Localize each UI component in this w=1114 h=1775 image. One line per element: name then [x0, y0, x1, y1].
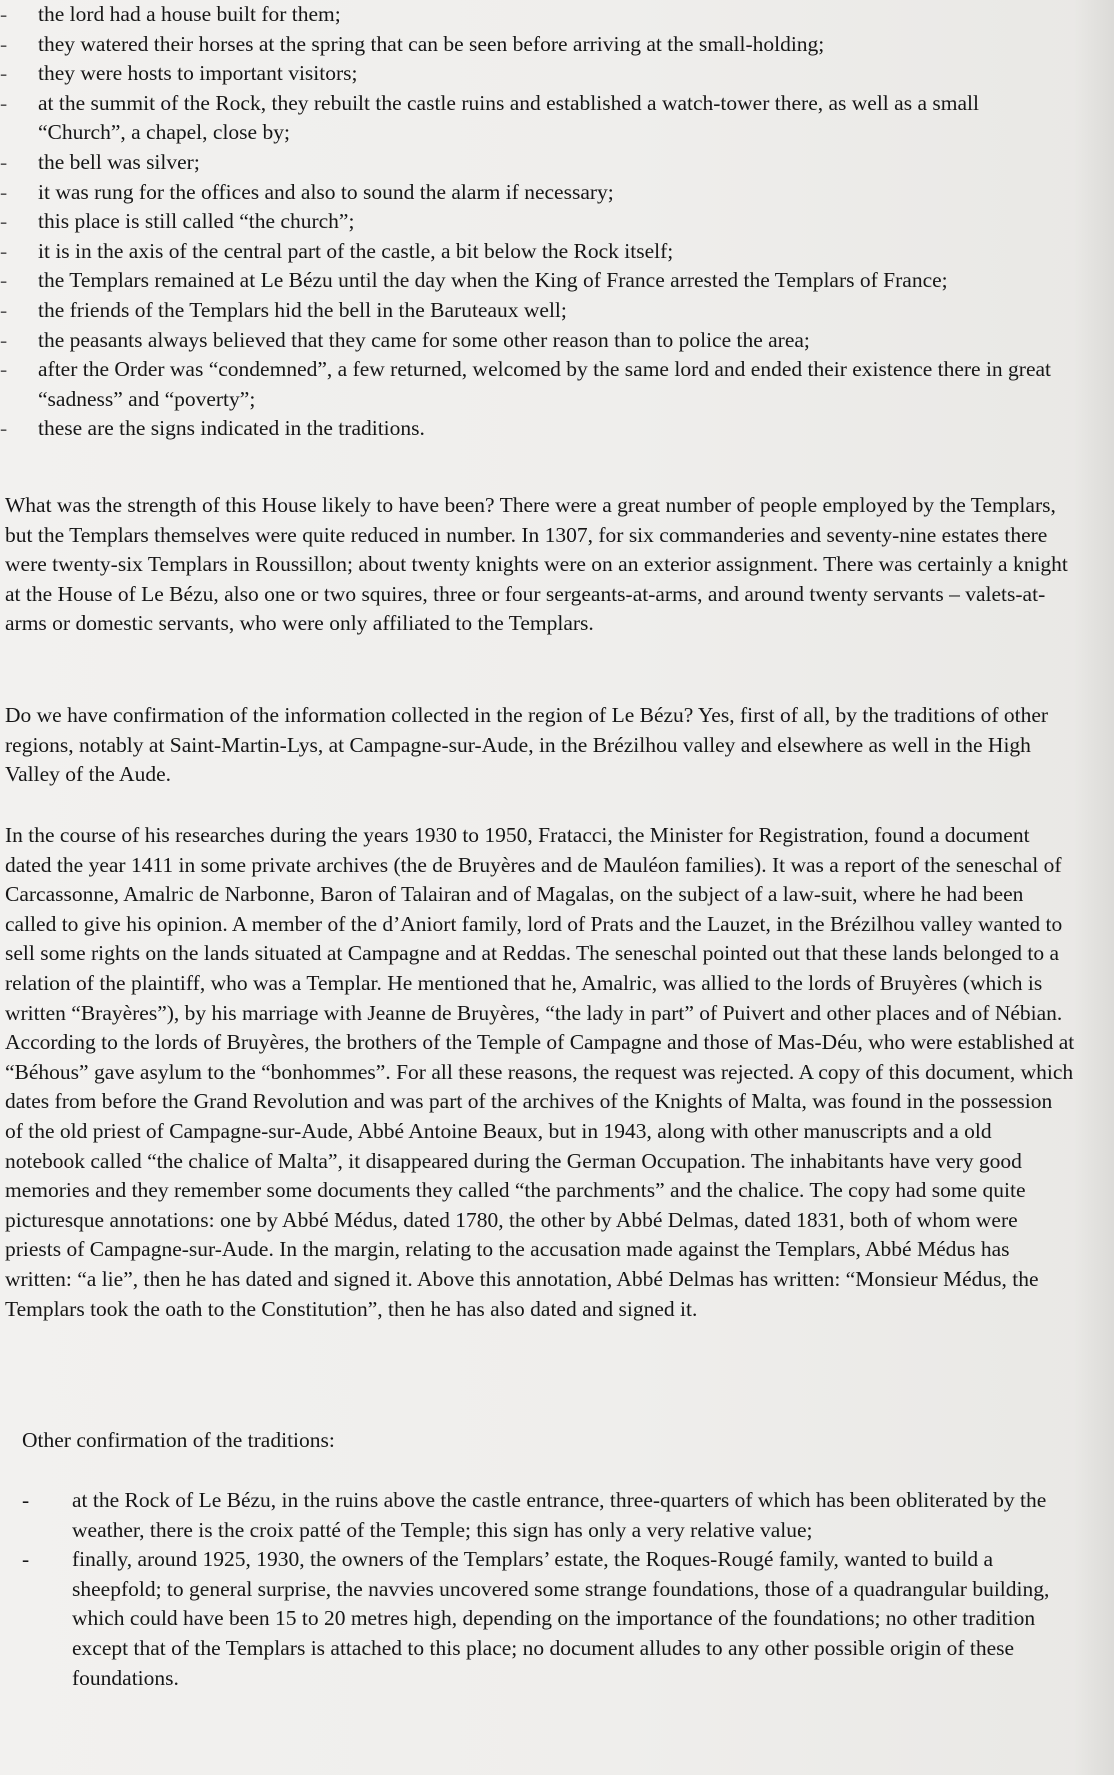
other-confirmation-heading: Other confirmation of the traditions:: [22, 1428, 335, 1452]
list-item-text: the friends of the Templars hid the bell in the Baruteaux well;: [38, 297, 567, 322]
list-item-text: the peasants always believed that they came for some other reason than to police the area;: [38, 327, 810, 352]
bullet-dash: -: [0, 149, 8, 174]
list-item: [0, 296, 1060, 326]
list-item: [0, 148, 1060, 178]
list-item: [0, 89, 1060, 148]
list-item-text: the bell was silver;: [38, 149, 200, 174]
paragraph-house-strength: What was the strength of this House likely to have been? There were a great number of people employed by the Templars, but the Templars themselves were quite reduced in number. In 1307, for six commanderies and seventy-nine estates there were twenty-six Templars in Roussillon; about twenty knights were on an exterior assignment. There was certainly a knight at the House of Le Bézu, also one or two squires, three or four sergeants-at-arms, and around twenty servants – valets-at-arms or domestic servants, who were only affiliated to the Templars.: [5, 493, 1068, 636]
paragraph-fratacci-research: In the course of his researches during the years 1930 to 1950, Fratacci, the Minister for Registration, found a document dated the year 1411 in some private archives (the de Bruyères and de Mauléon families). It was a report of the seneschal of Carcassonne, Amalric de Narbonne, Baron of Talairan and of Magalas, on the subject of a law-suit, where he had been called to give his opinion. A member of the d’Aniort family, lord of Prats and the Lauzet, in the Brézilhou valley wanted to sell some rights on the lands situated at Campagne and at Reddas. The seneschal pointed out that these lands belonged to a relation of the plaintiff, who was a Templar. He mentioned that he, Amalric, was allied to the lords of Bruyères (which is written “Brayères”), by his marriage with Jeanne de Bruyères, “the lady in part” of Puivert and other places and of Nébian. According to the lords of Bruyères, the brothers of the Temple of Campagne and those of Mas-Déu, who were established at “Béhous” gave asylum to the “bonhommes”. For all these reasons, the request was rejected. A copy of this document, which dates from before the Grand Revolution and was part of the archives of the Knights of Malta, was found in the possession of the old priest of Campagne-sur-Aude, Abbé Antoine Beaux, but in 1943, along with other manuscripts and a old notebook called “the chalice of Malta”, it disappeared during the German Occupation. The inhabitants have very good memories and they remember some documents they called “the parchments” and the chalice. The copy had some quite picturesque annotations: one by Abbé Médus, dated 1780, the other by Abbé Delmas, dated 1831, both of whom were priests of Campagne-sur-Aude. In the margin, relating to the accusation made against the Templars, Abbé Médus has written: “a lie”, then he has dated and signed it. Above this annotation, Abbé Delmas has written: “Monsieur Médus, the Templars took the oath to the Constitution”, then he has also dated and signed it.: [5, 823, 1075, 1321]
bullet-dash: -: [0, 2, 8, 26]
bullet-dash: -: [22, 1488, 30, 1512]
paragraph-confirmation: Do we have confirmation of the information collected in the region of Le Bézu? Yes, first of all, by the traditions of other regions, notably at Saint-Martin-Lys, at Campagne-sur-Aude, in the Brézilhou valley and elsewhere as well in the High Valley of the Aude.: [5, 703, 1049, 787]
list-item: [22, 1545, 1072, 1693]
bullet-dash: -: [22, 1547, 30, 1572]
list-item-text: after the Order was “condemned”, a few returned, welcomed by the same lord and ended their existence there in great “sadness” and “poverty”;: [38, 357, 1052, 411]
bullet-dash: -: [0, 297, 8, 322]
bullet-dash: -: [0, 268, 8, 293]
bullet-dash: -: [0, 327, 8, 352]
list-item-text: at the summit of the Rock, they rebuilt the castle ruins and established a watch-tower there, as well as a small “Church”, a chapel, close by;: [38, 90, 979, 145]
list-item: [0, 266, 1060, 296]
list-item: [0, 414, 1060, 444]
list-item: [0, 355, 1060, 414]
list-item: [0, 0, 1060, 30]
bullet-dash: -: [0, 357, 8, 382]
traditions-list: [0, 0, 1060, 444]
bullet-dash: -: [0, 90, 8, 115]
bullet-dash: -: [0, 31, 8, 56]
list-item-text: the lord had a house built for them;: [38, 2, 341, 26]
list-item-text: they were hosts to important visitors;: [38, 61, 358, 86]
list-item-text: it was rung for the offices and also to sound the alarm if necessary;: [38, 179, 614, 204]
list-item: [0, 326, 1060, 356]
list-item: [0, 178, 1060, 208]
bullet-dash: -: [0, 61, 8, 86]
list-item-text: at the Rock of Le Bézu, in the ruins above the castle entrance, three-quarters of which has been obliterated by the weather, there is the croix patté of the Temple; this sign has only a very relative value;: [72, 1488, 1047, 1542]
list-item: [0, 237, 1060, 267]
list-item-text: it is in the axis of the central part of the castle, a bit below the Rock itself;: [38, 238, 674, 263]
bullet-dash: -: [0, 416, 8, 441]
list-item: [0, 59, 1060, 89]
other-confirmation-list: [22, 1486, 1072, 1693]
list-item: [0, 30, 1060, 60]
bullet-dash: -: [0, 179, 8, 204]
bullet-dash: -: [0, 209, 8, 234]
list-item-text: finally, around 1925, 1930, the owners of the Templars’ estate, the Roques-Rougé family, wanted to build a sheepfold; to general surprise, the navvies uncovered some strange foundations, those of a quadrangular building, which could have been 15 to 20 metres high, depending on the importance of the foundations; no other tradition except that of the Templars is attached to this place; no document alludes to any other possible origin of these foundations.: [72, 1547, 1050, 1690]
list-item-text: these are the signs indicated in the traditions.: [38, 416, 425, 441]
list-item-text: they watered their horses at the spring that can be seen before arriving at the small-holding;: [38, 31, 825, 56]
list-item: [0, 207, 1060, 237]
list-item-text: this place is still called “the church”;: [38, 209, 355, 234]
list-item: [22, 1486, 1072, 1545]
bullet-dash: -: [0, 238, 8, 263]
list-item-text: the Templars remained at Le Bézu until the day when the King of France arrested the Templars of France;: [38, 268, 948, 293]
